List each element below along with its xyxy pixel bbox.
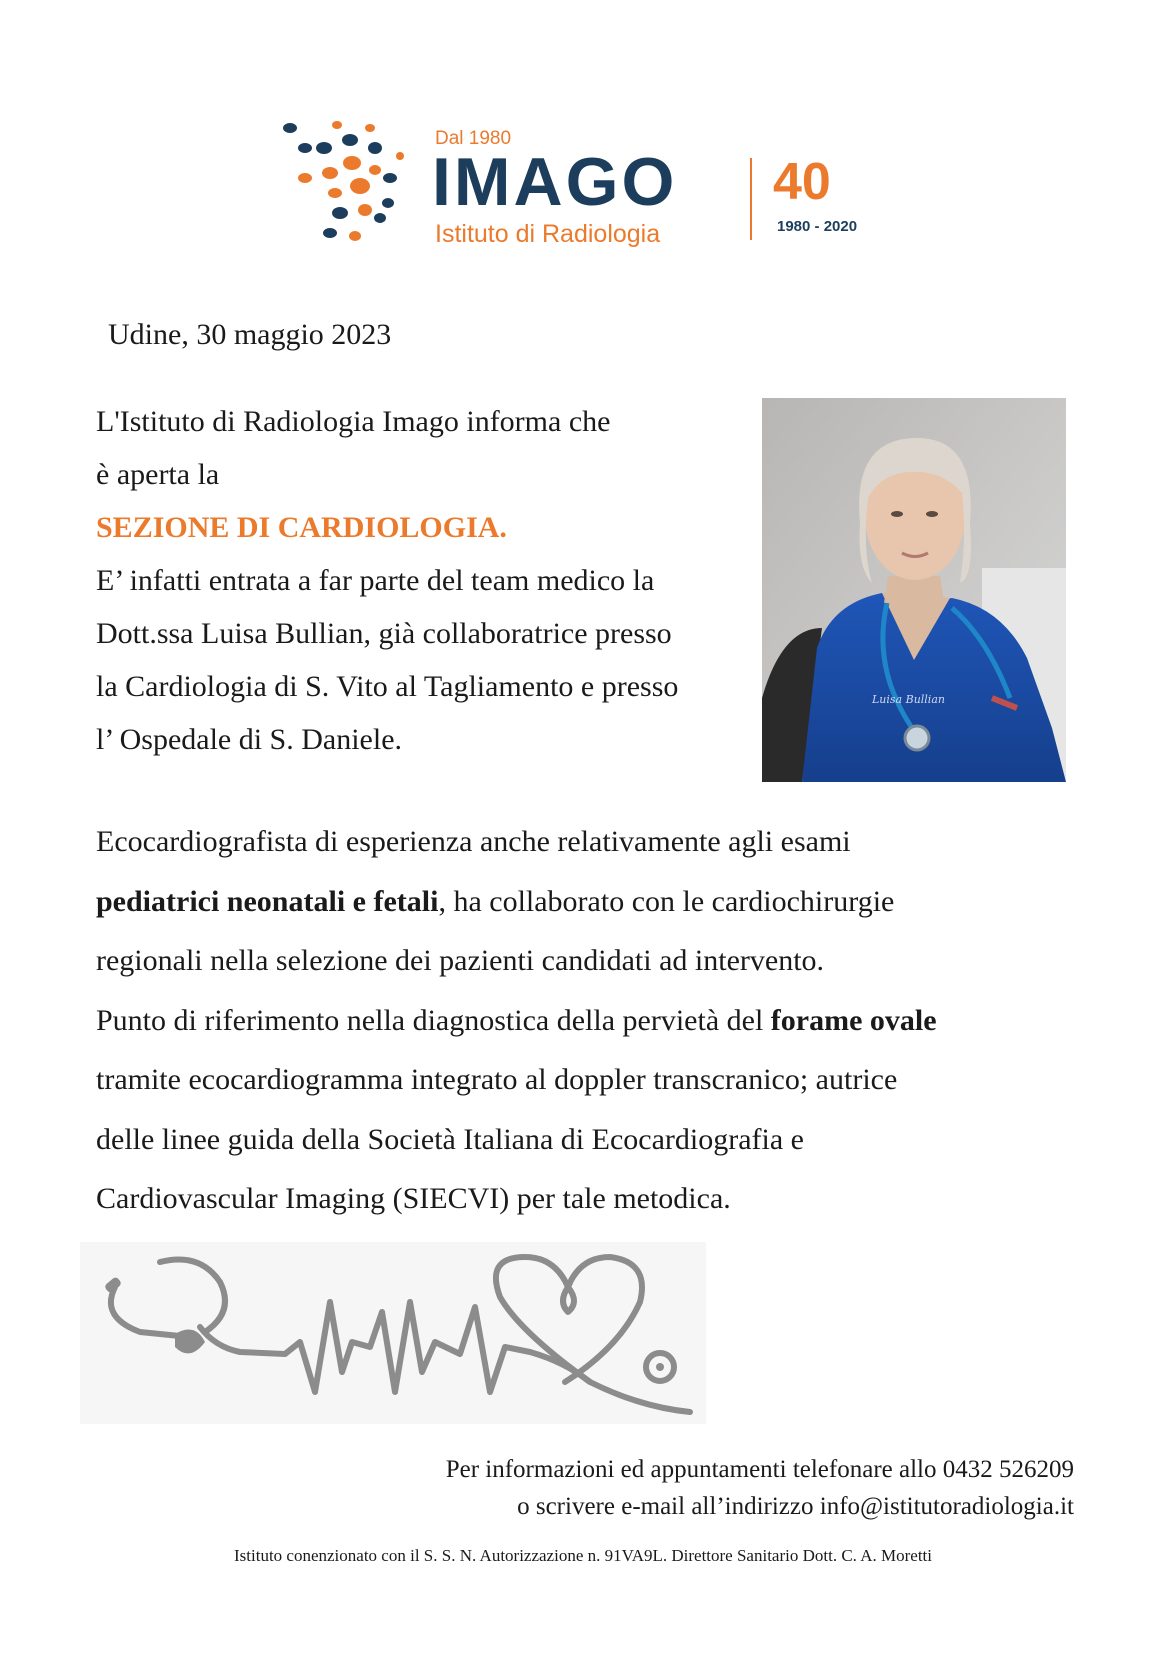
footer-note: Istituto conenzionato con il S. S. N. Autorizzazione n. 91VA9L. Direttore Sanitario Dott. C. A. Moretti — [234, 1546, 932, 1565]
section-title: SEZIONE DI CARDIOLOGIA. — [96, 511, 507, 544]
contact-info — [446, 1451, 1074, 1525]
contact-phone-line: Per informazioni ed appuntamenti telefonare allo 0432 526209 — [445, 1456, 1074, 1483]
logo-anniversary: 40 — [773, 153, 831, 211]
letter-date: Udine, 30 maggio 2023 — [108, 318, 392, 351]
body-bold-text: forame ovale — [770, 1003, 937, 1037]
contact-email-line: o scrivere e-mail all’indirizzo info@istitutoradiologia.it — [517, 1493, 1074, 1520]
body-paragraph — [96, 812, 1076, 1229]
body-line: tramite ecocardiogramma integrato al doppler transcranico; autrice — [96, 1063, 898, 1096]
body-text: Punto di riferimento nella diagnostica della pervietà del — [96, 1003, 771, 1037]
doctor-portrait-image — [762, 398, 1066, 782]
intro-line: Dott.ssa Luisa Bullian, già collaboratrice presso — [96, 617, 672, 650]
scrub-name-text: Luisa Bullian — [872, 693, 945, 706]
imago-logo — [280, 118, 880, 258]
intro-paragraph — [96, 395, 756, 766]
doctor-photo — [762, 398, 1066, 782]
logo-text — [432, 128, 725, 248]
logo-years: 1980 - 2020 — [777, 218, 858, 235]
body-line: delle linee guida della Società Italiana di Ecocardiografia e — [96, 1122, 804, 1156]
stethoscope-heartbeat-illustration — [80, 1242, 706, 1424]
logo-name: IMAGO — [432, 144, 678, 220]
intro-line: L'Istituto di Radiologia Imago informa che — [96, 405, 611, 438]
intro-line: la Cardiologia di S. Vito al Tagliamento e presso — [96, 670, 679, 703]
dots-logo-icon — [280, 118, 420, 248]
intro-line: l’ Ospedale di S. Daniele. — [96, 723, 403, 756]
logo-divider — [750, 158, 752, 240]
logo-subtitle: Istituto di Radiologia — [435, 220, 661, 248]
body-bold-text: pediatrici neonatali e fetali — [96, 884, 439, 918]
body-line: Ecocardiografista di esperienza anche relativamente agli esami — [96, 825, 851, 858]
body-line — [96, 872, 1076, 932]
body-line: Cardiovascular Imaging (SIECVI) per tale metodica. — [96, 1182, 731, 1215]
intro-line: è aperta la — [96, 458, 220, 491]
body-line — [96, 991, 1076, 1051]
stethoscope-heartbeat-icon — [80, 1242, 706, 1424]
body-text: , ha collaborato con le cardiochirurgie — [438, 884, 895, 918]
body-line: regionali nella selezione dei pazienti candidati ad intervento. — [96, 944, 825, 977]
intro-line: E’ infatti entrata a far parte del team medico la — [96, 564, 655, 597]
logo-since: Dal 1980 — [435, 128, 512, 149]
